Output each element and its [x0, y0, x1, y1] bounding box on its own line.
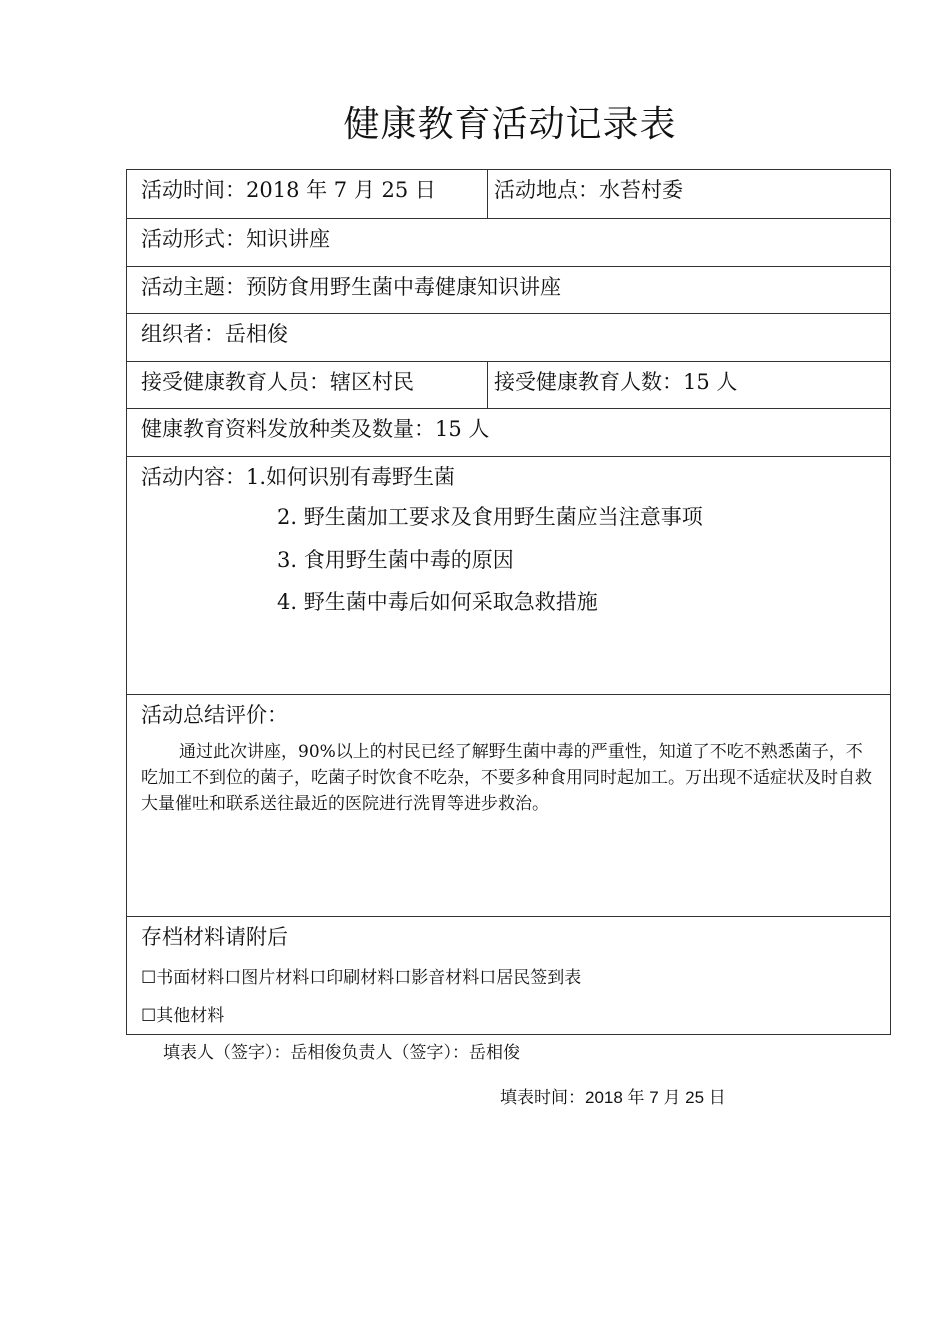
- row-materials: [127, 409, 890, 457]
- record-form: [126, 169, 891, 1035]
- row-archive: [127, 917, 890, 1036]
- organizer: 组织者：岳相俊: [141, 322, 288, 346]
- row-audience: [127, 362, 890, 409]
- page-title: 健康教育活动记录表: [343, 104, 677, 145]
- archive-options: ☐书面材料口图片材料口印刷材料口影音材料口居民签到表: [141, 968, 582, 988]
- row-content: [127, 457, 890, 695]
- audience-count: 接受健康教育人数：15 人: [494, 370, 738, 394]
- row-organizer: [127, 314, 890, 362]
- row-time-place: [127, 170, 890, 219]
- cell-audience-count: [488, 362, 892, 408]
- cell-place: [488, 170, 892, 218]
- row-summary: [127, 695, 890, 917]
- content-label: 活动内容：1.如何识别有毒野生菌: [141, 465, 456, 489]
- cell-audience: [127, 362, 488, 408]
- content-item: 4. 野生菌中毒后如何采取急救措施: [277, 590, 598, 614]
- summary-text: 通过此次讲座，90%以上的村民已经了解野生菌中毒的严重性，知道了不吃不熟悉菌子，不吃加工不到位的菌子，吃菌子时饮食不吃杂，不要多种食用同时起加工。万出现不适症状及时自救大量催吐和联系送往最近的医院进行洗胃等进步救治。: [141, 742, 872, 814]
- activity-time: 活动时间：2018 年 7 月 25 日: [141, 178, 436, 202]
- row-form: [127, 219, 890, 267]
- fill-date: 填表时间：2018 年 7 月 25 日: [500, 1088, 726, 1107]
- cell-time: [127, 170, 488, 218]
- activity-form: 活动形式：知识讲座: [141, 227, 330, 251]
- signers-line: 填表人（签字）：岳相俊负责人（签字）：岳相俊: [163, 1043, 520, 1063]
- archive-other: ☐其他材料: [141, 1006, 225, 1026]
- archive-label: 存档材料请附后: [141, 925, 288, 949]
- content-item: 2. 野生菌加工要求及食用野生菌应当注意事项: [277, 505, 703, 529]
- row-theme: [127, 267, 890, 314]
- activity-theme: 活动主题：预防食用野生菌中毒健康知识讲座: [141, 275, 561, 299]
- content-item: 3. 食用野生菌中毒的原因: [277, 548, 514, 572]
- summary-label: 活动总结评价：: [141, 703, 288, 727]
- materials-count: 健康教育资料发放种类及数量：15 人: [141, 417, 490, 441]
- audience: 接受健康教育人员：辖区村民: [141, 370, 414, 394]
- activity-place: 活动地点：水苔村委: [494, 178, 683, 202]
